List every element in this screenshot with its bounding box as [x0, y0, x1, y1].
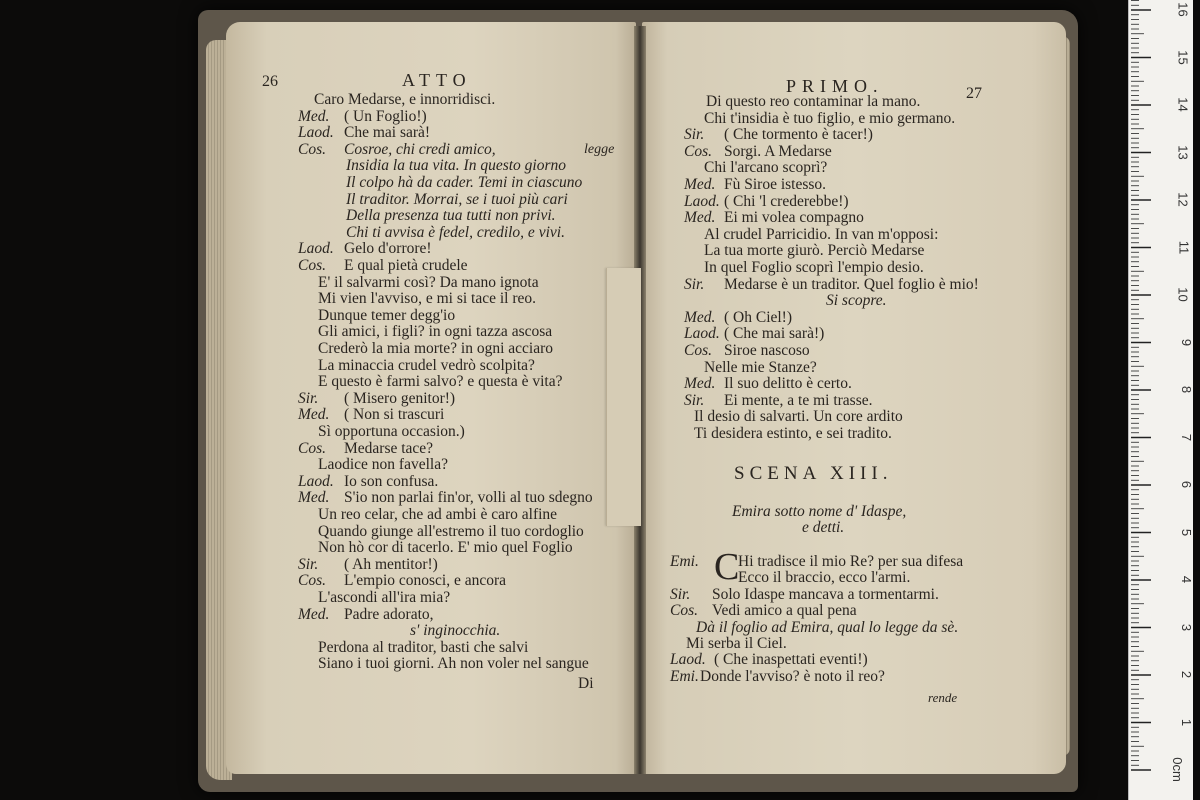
- speaker-label: Emi.: [670, 553, 699, 570]
- text-line: Un reo celar, che ad ambi è caro alfine: [318, 506, 558, 523]
- left-catchword: Di: [578, 675, 594, 692]
- speaker-label: Med.: [298, 489, 330, 507]
- speaker-label: Med.: [684, 209, 716, 227]
- text-line: ( Ah mentitor!): [344, 555, 438, 573]
- text-line: Il colpo hà da cader. Temi in ciascuno: [346, 174, 583, 191]
- text-line: Gelo d'orrore!: [344, 240, 432, 258]
- text-line: Di questo reo contaminar la mano.: [706, 93, 921, 110]
- speaker-label: Sir.: [684, 275, 705, 293]
- speaker-label: Med.: [684, 308, 716, 326]
- text-line: Dà il foglio ad Emira, qual lo legge da sè.: [696, 618, 959, 636]
- text-line: ( Oh Ciel!): [724, 308, 793, 326]
- right-page-header: PRIMO.: [786, 76, 884, 96]
- text-line: La tua morte giurò. Perciò Medarse: [704, 242, 925, 260]
- text-line: S'io non parlai fin'or, volli al tuo sdegno: [344, 489, 593, 507]
- speaker-label: Cos.: [298, 439, 326, 457]
- speaker-label: Med.: [298, 406, 330, 424]
- speaker-label: Laod.: [298, 124, 334, 142]
- text-line: L'ascondi all'ira mia?: [318, 589, 451, 606]
- text-line: Siroe nascoso: [724, 342, 810, 359]
- text-line: ( Chi 'l crederebbe!): [724, 192, 849, 210]
- text-line: Fù Siroe istesso.: [724, 176, 827, 193]
- text-line: Ei mi volea compagno: [724, 209, 864, 227]
- speaker-label: Med.: [298, 605, 330, 623]
- left-page-number: 26: [262, 73, 278, 90]
- text-line: Solo Idaspe mancava a tormentarmi.: [712, 585, 939, 603]
- text-line: Laodice non favella?: [318, 456, 448, 474]
- speaker-label: Med.: [684, 375, 716, 393]
- stage-direction-line-1: Emira sotto nome d' Idaspe,: [732, 503, 907, 520]
- text-line: ( Che inaspettati eventi!): [714, 651, 868, 669]
- speaker-label: Sir.: [298, 555, 319, 573]
- text-line: Ti desidera estinto, e sei tradito.: [694, 425, 892, 442]
- speaker-label: Med.: [298, 107, 330, 125]
- text-line: Gli amici, i figli? in ogni tazza ascosa: [318, 323, 553, 341]
- speaker-label: Cos.: [670, 602, 698, 620]
- text-line: Chi l'arcano scoprì?: [704, 159, 828, 177]
- text-line: Insidia la tua vita. In questo giorno: [346, 157, 567, 175]
- text-line: Medarse è un traditor. Quel foglio è mio!: [724, 275, 979, 293]
- ruler-label: 13: [1175, 144, 1191, 160]
- text-line: E qual pietà crudele: [344, 257, 468, 274]
- text-line: ( Un Foglio!): [344, 107, 427, 125]
- ruler-label: 1: [1178, 718, 1194, 726]
- stage-direction-line-2: e detti.: [802, 519, 845, 536]
- text-line: Chi t'insidia è tuo figlio, e mio germano.: [704, 109, 956, 127]
- paper-tab-insert: [606, 268, 641, 526]
- text-line: Sorgi. A Medarse: [724, 142, 832, 160]
- text-line: Crederò la mia morte? in ogni acciaro: [318, 340, 553, 357]
- text-line: ( Misero genitor!): [344, 389, 456, 407]
- ruler-label: 7: [1178, 433, 1194, 441]
- text-line: Il suo delitto è certo.: [724, 375, 852, 393]
- text-line: In quel Foglio scoprì l'empio desio.: [704, 259, 924, 276]
- ruler-label: 4: [1178, 575, 1194, 584]
- speaker-label: Laod.: [298, 240, 334, 258]
- text-line: La minaccia crudel vedrò scolpita?: [318, 356, 535, 374]
- text-line: Quando giunge all'estremo il tuo cordoglio: [318, 522, 584, 540]
- speaker-label: Cos.: [684, 142, 712, 160]
- text-line: Perdona al traditor, basti che salvi: [318, 638, 529, 656]
- left-page-header: ATTO: [402, 70, 472, 90]
- ruler-ticks: [1129, 0, 1193, 800]
- ruler-label: 12: [1175, 192, 1191, 207]
- text-line: E questo è farmi salvo? e questa è vita?: [318, 373, 563, 391]
- ruler-label: 2: [1178, 670, 1194, 679]
- text-line: Al crudel Parricidio. In van m'opposi:: [704, 225, 939, 243]
- text-line: E' il salvarmi così? Da mano ignota: [318, 273, 539, 291]
- speaker-label: Sir.: [298, 389, 319, 407]
- text-line: Medarse tace?: [344, 439, 434, 457]
- ruler-label: 10: [1175, 287, 1191, 302]
- text-line: L'empio conosci, e ancora: [344, 572, 507, 590]
- text-line: Mi serba il Ciel.: [686, 635, 787, 652]
- text-line: Il traditor. Morrai, se i tuoi più cari: [346, 190, 568, 208]
- speaker-label: Laod.: [298, 472, 334, 490]
- ruler-label: 16: [1175, 2, 1191, 17]
- right-catchword: rende: [928, 690, 958, 705]
- text-line: Nelle mie Stanze?: [704, 358, 817, 376]
- ruler-label: 5: [1178, 528, 1194, 536]
- text-line: Ei mente, a te mi trasse.: [724, 391, 873, 409]
- speaker-label: Emi.: [670, 667, 699, 685]
- scene-title: SCENA XIII.: [734, 463, 893, 484]
- speaker-label: Cos.: [298, 140, 326, 158]
- ruler-label: 9: [1178, 338, 1194, 346]
- drop-cap: C: [714, 546, 740, 588]
- text-line: Cosroe, chi credi amico,: [344, 140, 496, 158]
- measuring-ruler: [1128, 0, 1193, 800]
- right-page-number: 27: [966, 85, 982, 102]
- text-line: Siano i tuoi giorni. Ah non voler nel sangue: [318, 655, 589, 673]
- text-line: ( Che tormento è tacer!): [724, 126, 873, 144]
- text-line: Padre adorato,: [344, 605, 434, 623]
- text-line: Donde l'avviso? è noto il reo?: [700, 667, 885, 685]
- speaker-label: Cos.: [684, 342, 712, 359]
- text-line: Io son confusa.: [344, 472, 439, 490]
- speaker-label: Med.: [684, 176, 716, 193]
- text-line: Vedi amico a qual pena: [712, 602, 857, 620]
- text-line: Della presenza tua tutti non privi.: [346, 207, 556, 225]
- text-line: ( Non si trascuri: [344, 406, 445, 424]
- text-line: Che mai sarà!: [344, 124, 431, 142]
- text-line: Il desio di salvarti. Un core ardito: [694, 408, 903, 426]
- text-line: Chi ti avvisa è fedel, credilo, e vivi.: [346, 223, 565, 241]
- ruler-label: 3: [1178, 623, 1194, 631]
- text-line: ( Che mai sarà!): [724, 325, 825, 343]
- speaker-label: Laod.: [670, 651, 706, 669]
- text-line: Ecco il braccio, ecco l'armi.: [738, 569, 911, 587]
- speaker-label: Cos.: [298, 572, 326, 590]
- speaker-label: Laod.: [684, 192, 720, 210]
- speaker-label: Laod.: [684, 325, 720, 343]
- ruler-label: 11: [1175, 240, 1191, 254]
- text-line: Mi vien l'avviso, e mi si tace il reo.: [318, 290, 537, 308]
- ruler-label: 0cm: [1170, 757, 1186, 782]
- ruler-label: 15: [1175, 49, 1191, 65]
- text-line: Si scopre.: [826, 292, 887, 310]
- ruler-label: 6: [1178, 480, 1194, 489]
- ruler-label: 14: [1175, 97, 1191, 112]
- text-line: Non hò cor di tacerlo. E' mio quel Foglio: [318, 539, 573, 557]
- ruler-label: 8: [1178, 385, 1194, 394]
- text-line: Hi tradisce il mio Re? per sua difesa: [738, 553, 964, 570]
- text-line: Dunque temer degg'io: [318, 306, 456, 324]
- text-line: Sì opportuna occasion.): [318, 423, 465, 440]
- text-line: s' inginocchia.: [410, 622, 501, 640]
- speaker-label: Sir.: [684, 126, 705, 144]
- text-line: Caro Medarse, e innorridisci.: [314, 91, 496, 108]
- speaker-label: Sir.: [684, 391, 705, 409]
- speaker-label: Cos.: [298, 257, 326, 274]
- speaker-label: Sir.: [670, 585, 691, 603]
- stage-note: legge: [584, 141, 615, 157]
